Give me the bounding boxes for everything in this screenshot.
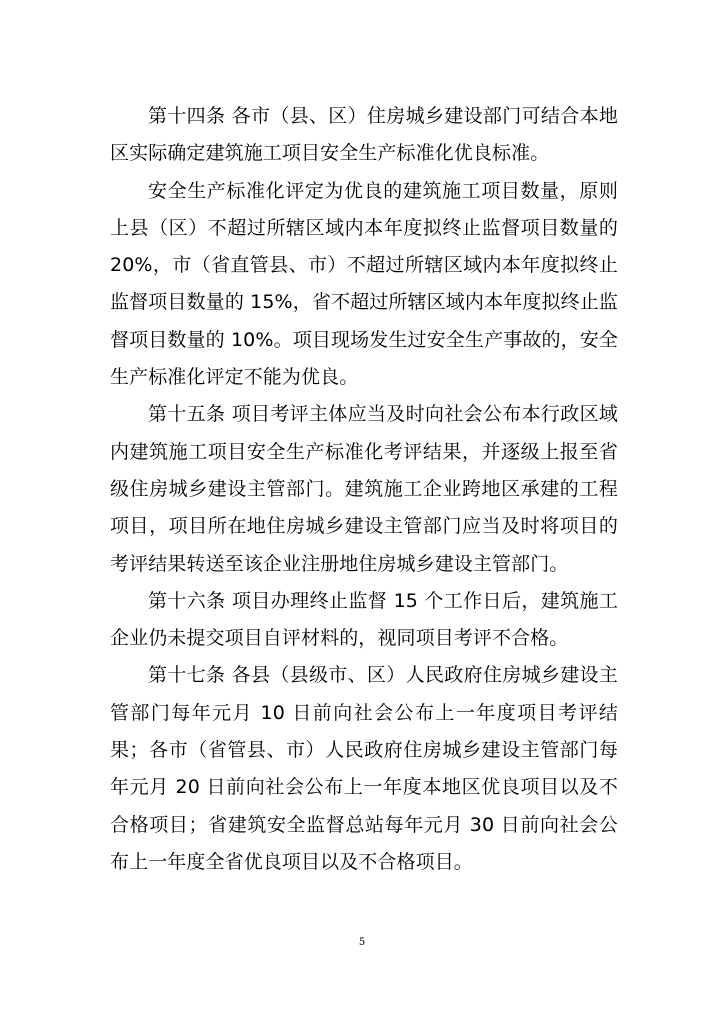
quota-paragraph: 安全生产标准化评定为优良的建筑施工项目数量，原则上县（区）不超过所辖区域内本年度拟终止监督项目数量的 20%，市（省直管县、市）不超过所辖区域内本年度拟终止监督项目数量的 15%，省不超过所辖区域内本年度拟终止监督项目数量的 10%。项目现场发生过安全生产事故的，安全生产标准化评定不能为优良。 bbox=[110, 179, 618, 389]
article-17-paragraph: 第十七条 各县（县级市、区）人民政府住房城乡建设主管部门每年元月 10 日前向社会公布上一年度项目考评结果；各市（省管县、市）人民政府住房城乡建设主管部门每年元月 20 日前向社会公布上一年度本地区优良项目以及不合格项目；省建筑安全监督总站每年元月 30 日前向社会公布上一年度全省优良项目以及不合格项目。 bbox=[110, 664, 618, 873]
article-15-paragraph: 第十五条 项目考评主体应当及时向社会公布本行政区域内建筑施工项目安全生产标准化考评结果，并逐级上报至省级住房城乡建设主管部门。建筑施工企业跨地区承建的工程项目，项目所在地住房城乡建设主管部门应当及时将项目的考评结果转送至该企业注册地住房城乡建设主管部门。 bbox=[110, 403, 618, 575]
page-number: 5 bbox=[358, 937, 366, 948]
article-14-paragraph: 第十四条 各市（县、区）住房城乡建设部门可结合本地区实际确定建筑施工项目安全生产标准化优良标准。 bbox=[110, 105, 618, 165]
article-16-paragraph: 第十六条 项目办理终止监督 15 个工作日后，建筑施工企业仍未提交项目自评材料的，视同项目考评不合格。 bbox=[110, 589, 618, 650]
document-body bbox=[110, 98, 618, 881]
